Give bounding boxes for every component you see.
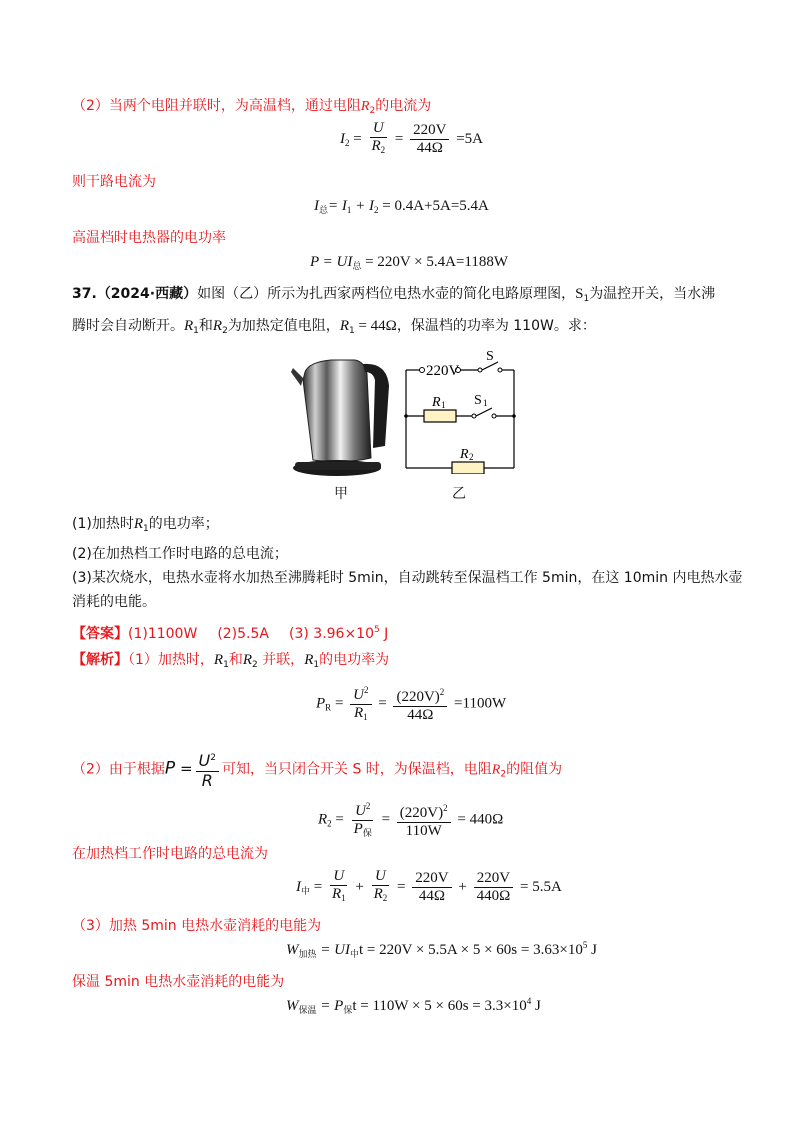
eq-sign: =	[378, 695, 387, 712]
eq-sign: =	[353, 130, 362, 147]
figure-label-jia: 甲	[334, 486, 348, 502]
answer-tag: 【答案】	[72, 626, 128, 642]
analysis-text: （1）加热时，	[128, 652, 214, 668]
var-r: R	[339, 318, 349, 334]
figure-label-yi: 乙	[452, 486, 466, 502]
eq-sign: =	[394, 130, 404, 147]
eq-part: = UI	[318, 254, 353, 270]
fraction-num: 220V	[410, 122, 449, 140]
eq-sub: 2	[345, 137, 350, 148]
kettle-image	[285, 350, 395, 480]
question-text: 为温控开关，当水沸	[589, 286, 716, 302]
var-sub: 2	[252, 660, 258, 670]
eq-sub: 1	[341, 893, 346, 903]
fraction	[397, 800, 451, 840]
fraction-den: R	[201, 771, 213, 790]
equation-i	[296, 868, 562, 907]
fraction-num: U	[330, 868, 347, 886]
eq-sub: 加热	[298, 949, 317, 959]
equation-pr	[316, 682, 506, 726]
eq-symbol: I	[314, 198, 319, 214]
var-r: R	[213, 652, 224, 668]
circuit-r2-sub: 2	[469, 452, 474, 462]
question-37-line1	[72, 284, 715, 309]
circuit-r2-label: R	[460, 447, 469, 462]
answer-2: (2)5.5A	[217, 626, 269, 642]
var-r: R	[304, 652, 314, 668]
var-r: R	[360, 99, 370, 114]
eq-sub: 2	[374, 205, 379, 215]
eq-unit: J	[531, 998, 541, 1014]
circuit-r1-sub: 1	[441, 400, 446, 410]
eq-sub: R	[325, 702, 332, 713]
fraction	[412, 870, 451, 905]
analysis-3a: （3）加热 5min 电热水壶消耗的电能为	[72, 918, 322, 934]
eq-sub: 保	[343, 1005, 353, 1015]
eq-sign: =	[381, 811, 391, 828]
fraction-den: 44Ω	[418, 888, 446, 904]
eq-part: t = 110W × 5 × 60s = 3.3×10	[352, 998, 527, 1014]
analysis-text: 的电功率为	[319, 652, 390, 668]
fraction-num: U	[198, 751, 211, 770]
eq-sup: 2	[443, 803, 448, 813]
fraction	[371, 868, 391, 907]
question-text: ，保温档的功率为 110W。求：	[396, 318, 596, 334]
var-sub: 1	[223, 660, 229, 670]
var-r: R	[133, 516, 144, 532]
analysis-2	[72, 750, 562, 789]
equation-w1	[286, 940, 597, 960]
var-sub: 1	[583, 294, 590, 304]
eq-symbol: R	[318, 811, 328, 828]
fraction-num: (220V)	[396, 689, 440, 705]
question-text: 为加热定值电阻，	[227, 318, 340, 334]
eq-symbol: I	[340, 130, 345, 147]
eq-sub: 中	[349, 949, 359, 959]
question-text: 腾时会自动断开。	[72, 318, 184, 334]
eq-part: = UI	[316, 942, 350, 958]
var-p: P	[164, 758, 176, 779]
answer-line	[72, 620, 388, 644]
var-value: = 44Ω	[354, 318, 397, 334]
fraction-num: U	[355, 803, 366, 819]
circuit-s1-label: S	[474, 393, 482, 408]
eq-part: = I	[328, 198, 347, 214]
fraction-den: P	[353, 821, 363, 837]
var-sub: 2	[222, 326, 228, 336]
eq-symbol: W	[286, 942, 299, 958]
fraction	[410, 122, 449, 157]
eq-sup: 2	[364, 685, 369, 695]
analysis-text: 和	[228, 652, 243, 668]
eq-symbol: P	[310, 254, 319, 270]
analysis-tag: 【解析】	[72, 652, 128, 668]
eq-sign: =	[313, 878, 323, 895]
question-number: 37.	[72, 286, 97, 302]
answer-1: (1)1100W	[128, 626, 198, 642]
var-r: R	[242, 652, 252, 668]
fraction	[393, 684, 447, 724]
fraction-den: R	[353, 705, 364, 721]
eq-sign: =	[179, 759, 193, 778]
fraction-num: 220V	[474, 870, 513, 888]
fraction-num: (220V)	[399, 805, 444, 821]
equation-w2	[286, 996, 541, 1016]
equation-r2	[318, 798, 503, 842]
question-37-line2	[72, 316, 596, 341]
var-sub: 1	[348, 326, 355, 336]
sub-question-text: 的电功率；	[148, 516, 219, 532]
circuit-voltage: 220V	[426, 363, 460, 379]
fraction-den: 440Ω	[476, 888, 511, 904]
answer-3: (3) 3.96×10	[289, 626, 374, 642]
eq-symbol: W	[286, 998, 299, 1014]
sub-question-3b: 消耗的电能。	[72, 594, 156, 610]
eq-result: =1100W	[454, 695, 507, 712]
eq-part: = P	[316, 998, 344, 1014]
sub-question-text: (1)加热时	[72, 516, 134, 532]
eq-result: =5A	[456, 130, 483, 147]
eq-sub: 中	[301, 885, 311, 896]
eq-symbol: P	[316, 695, 326, 712]
part2-intro-text: （2）当两个电阻并联时，为高温档，通过电阻	[72, 98, 361, 114]
analysis-text: 并联，	[257, 652, 305, 668]
eq-sup: 4	[526, 996, 532, 1006]
eq-sub: 2	[380, 145, 386, 155]
var-sub: 1	[143, 524, 149, 534]
circuit-s1-sub: 1	[483, 398, 488, 408]
eq-result: = 440Ω	[457, 811, 504, 828]
question-text: 如图（乙）所示为扎西家两档位电热水壶的简化电路原理图，	[197, 286, 576, 302]
answer-3-exp: 5	[374, 625, 380, 635]
circuit-switch-s: S	[486, 350, 494, 364]
fraction-num: U	[372, 868, 389, 886]
fraction-den: R	[331, 886, 342, 902]
equation-p	[310, 254, 508, 272]
eq-unit: J	[587, 942, 597, 958]
var-r: R	[184, 318, 194, 334]
eq-sign: =	[335, 811, 344, 828]
analysis-text: 可知，当只闭合开关 S 时，为保温档，电阻	[222, 761, 492, 778]
eq-result: = 220V × 5.4A=1188W	[361, 254, 508, 270]
var-sub: 2	[369, 106, 376, 116]
eq-sub: 1	[346, 205, 352, 215]
eq-sub: 保温	[298, 1005, 317, 1015]
sub-question-2: (2)在加热档工作时电路的总电流；	[72, 546, 288, 562]
analysis-text: （2）由于根据	[72, 761, 165, 778]
eq-sup: 2	[210, 753, 216, 763]
fraction-den: 44Ω	[407, 707, 434, 723]
eq-sub: 总	[319, 205, 329, 215]
eq-sign: =	[397, 878, 406, 895]
equation-itotal	[314, 198, 489, 216]
fraction-den: 110W	[405, 823, 442, 839]
fraction	[196, 750, 219, 789]
fraction-den: 44Ω	[416, 140, 443, 156]
fraction	[474, 870, 514, 905]
eq-part: t = 220V × 5.5A × 5 × 60s = 3.63×10	[358, 942, 583, 958]
total-current-label: 在加热档工作时电路的总电流为	[72, 846, 268, 862]
question-source: （2024·西藏）	[96, 286, 198, 302]
eq-sub: 总	[352, 261, 362, 271]
analysis-1	[72, 650, 389, 675]
power-label: 高温档时电热器的电功率	[72, 230, 226, 246]
var-sub: 1	[193, 326, 199, 336]
fraction	[329, 868, 349, 907]
eq-sup: 2	[439, 687, 445, 697]
eq-result: = 0.4A+5A=5.4A	[378, 198, 489, 214]
var-r: R	[491, 762, 501, 778]
circuit-diagram	[398, 350, 520, 474]
eq-symbol: I	[296, 878, 301, 895]
eq-sub: 1	[363, 712, 368, 722]
fraction-num: 220V	[412, 870, 451, 888]
part2-intro	[72, 96, 431, 121]
eq-sign: +	[458, 878, 467, 895]
var-sub: 2	[500, 769, 507, 780]
answer-3-unit: J	[379, 626, 389, 642]
eq-sub: 2	[382, 893, 388, 903]
fraction	[351, 798, 375, 842]
part2-intro-end: 的电流为	[375, 98, 432, 114]
analysis-text: 的阻值为	[506, 761, 563, 778]
fraction	[350, 682, 371, 726]
var-sub: 1	[313, 660, 320, 670]
eq-result: = 5.5A	[519, 878, 562, 895]
eq-sup: 2	[365, 801, 371, 811]
eq-sub: 2	[327, 818, 332, 829]
fraction-den: R	[371, 138, 381, 154]
var-r: R	[212, 318, 223, 334]
fraction-num: U	[353, 687, 364, 703]
var-s: S	[575, 286, 584, 302]
eq-part: + I	[351, 198, 375, 214]
fraction	[368, 120, 388, 159]
eq-sign: =	[334, 695, 344, 712]
eq-sign: +	[355, 878, 364, 895]
eq-sub: 保	[362, 828, 372, 838]
eq-sup: 5	[582, 940, 588, 950]
fraction-den: R	[373, 886, 383, 902]
sub-question-3a: (3)某次烧水，电热水壶将水加热至沸腾耗时 5min，自动跳转至保温档工作 5min，在这 10min 内电热水壶	[72, 570, 743, 586]
circuit-r1-label: R	[432, 395, 441, 410]
sub-question-1	[72, 514, 219, 539]
question-text: 和	[198, 318, 213, 334]
analysis-3b: 保温 5min 电热水壶消耗的电能为	[72, 974, 285, 990]
trunk-current-label: 则干路电流为	[72, 174, 156, 190]
equation-i2	[340, 120, 483, 159]
fraction-num: U	[370, 120, 387, 138]
